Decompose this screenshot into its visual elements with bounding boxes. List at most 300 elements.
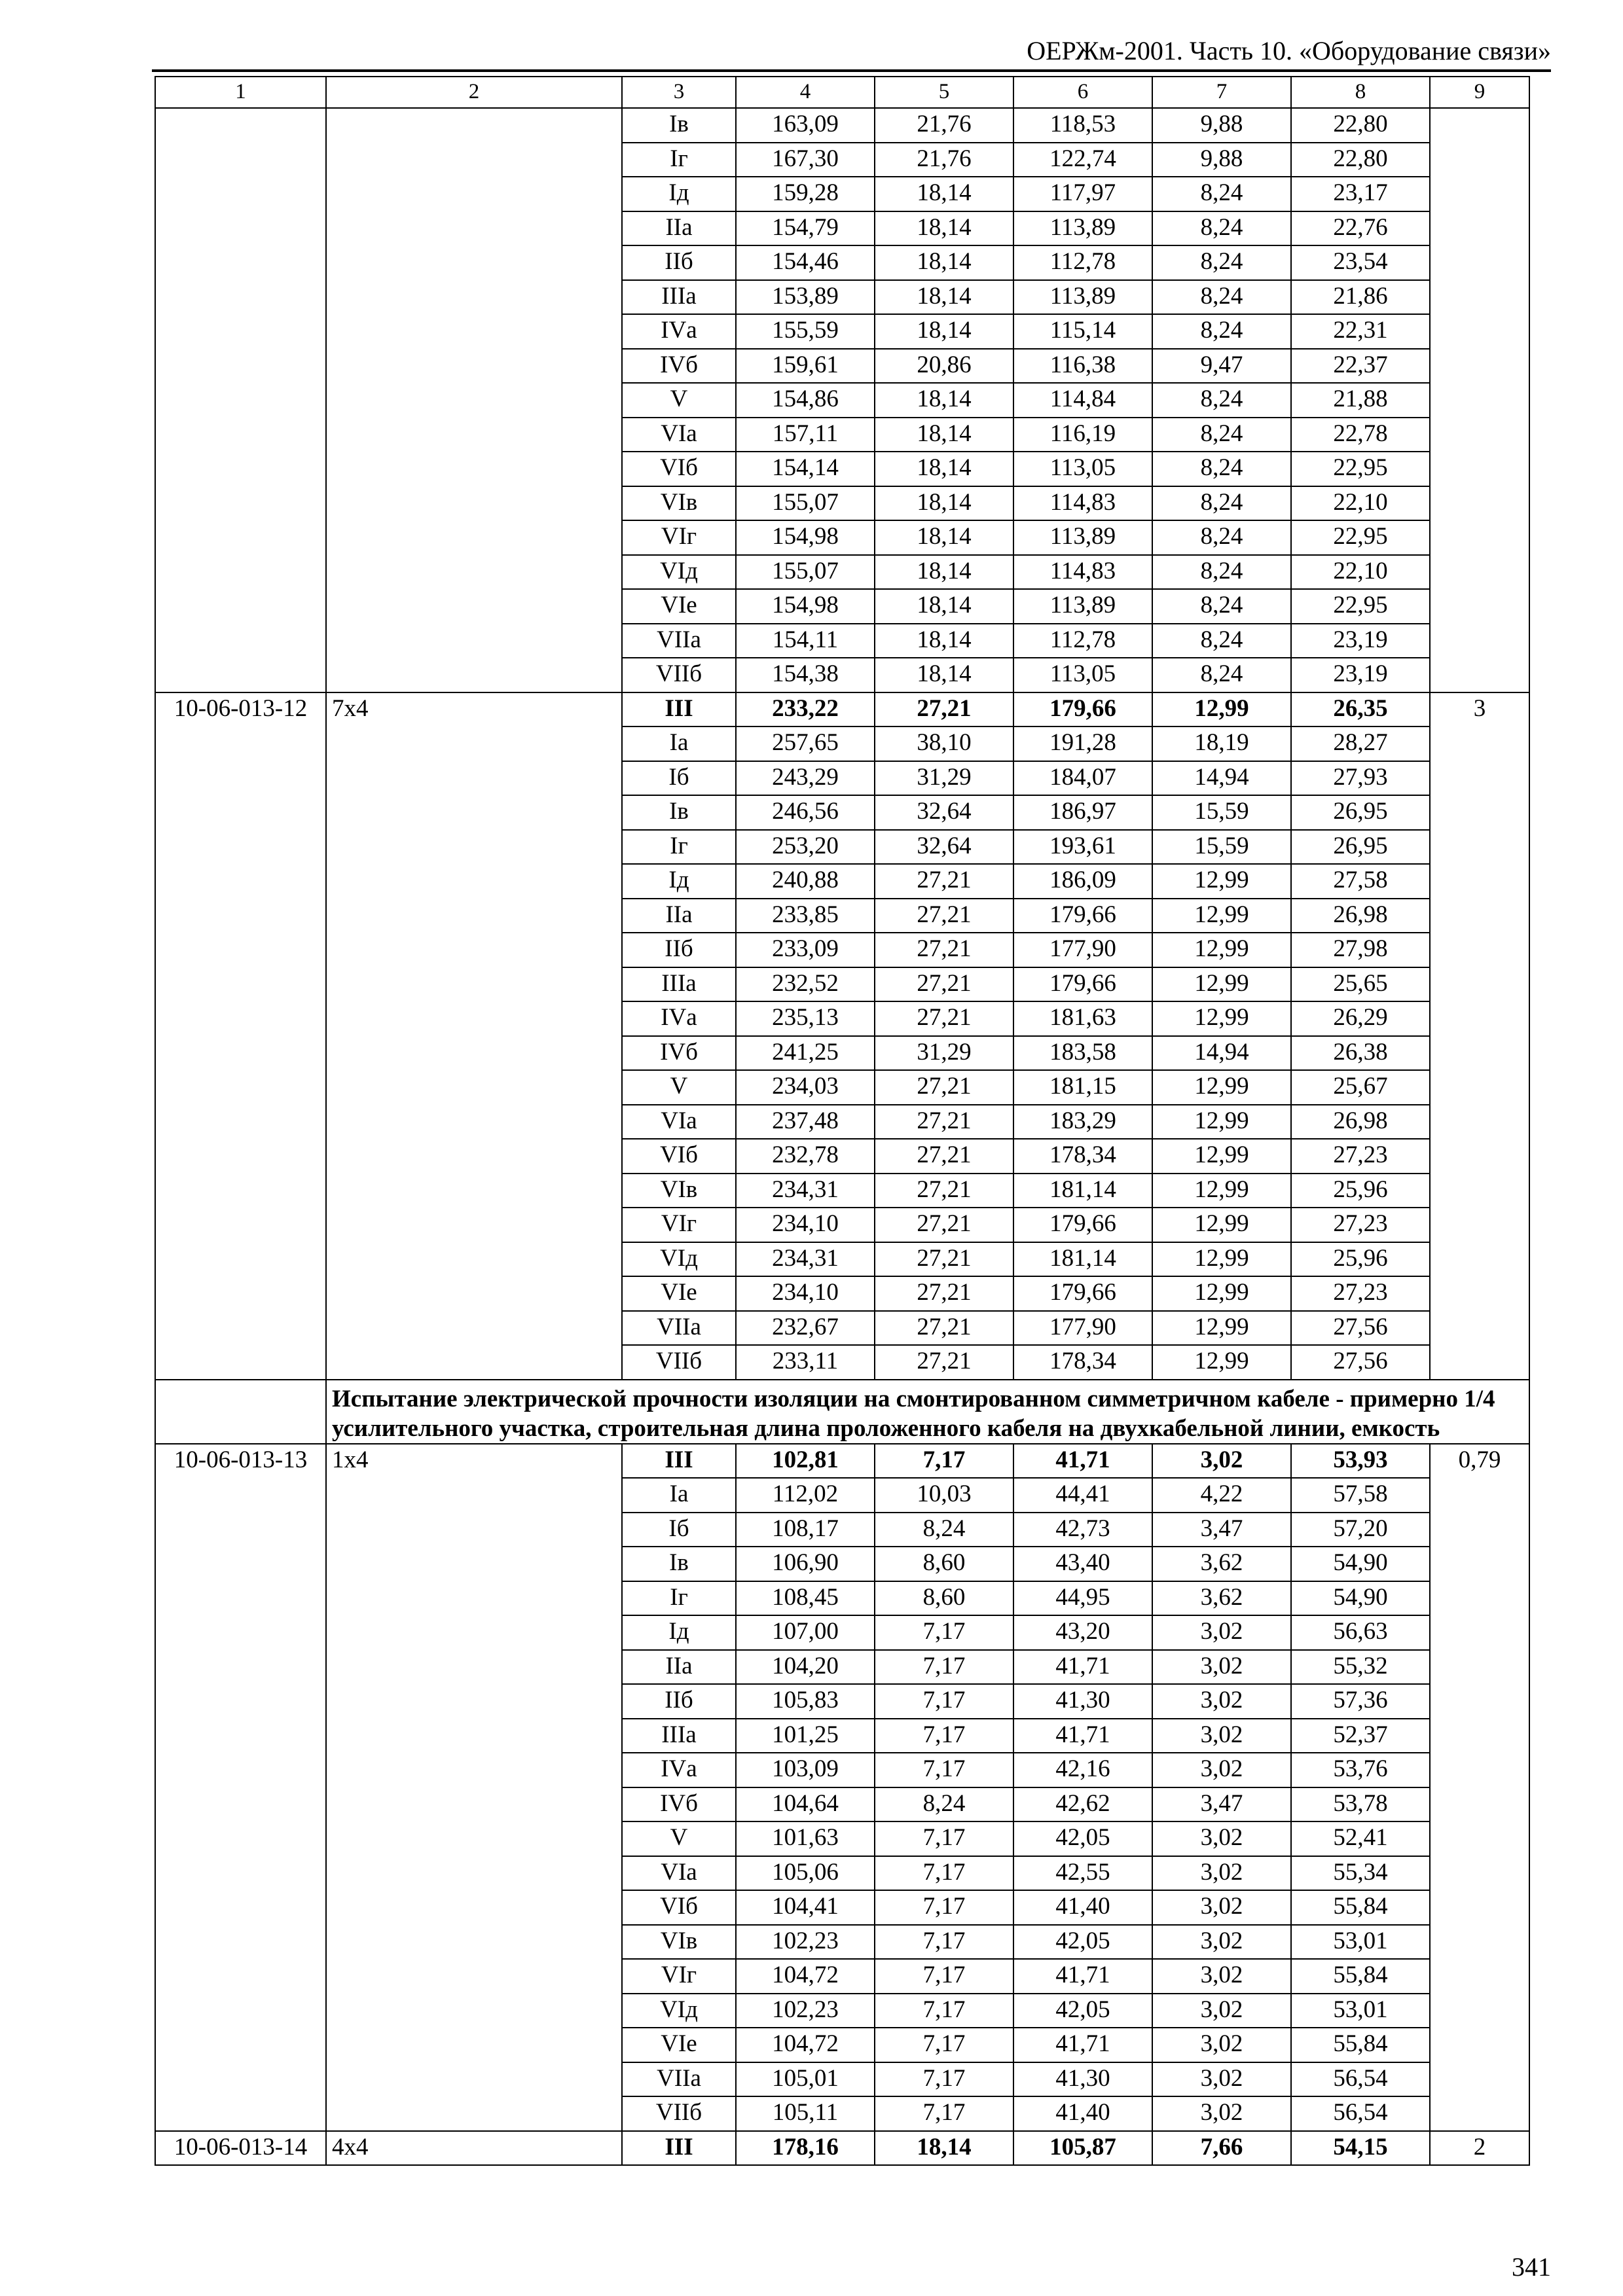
- value-cell: 26,98: [1291, 899, 1430, 933]
- value-cell: 8,60: [875, 1547, 1013, 1581]
- value-cell: 8,24: [1152, 177, 1291, 211]
- value-cell: 181,15: [1013, 1070, 1152, 1105]
- value-cell: 12,99: [1152, 1174, 1291, 1208]
- zone-cell: VIг: [622, 1959, 736, 1994]
- value-cell: 3,02: [1152, 1856, 1291, 1891]
- col9-cell: 0,79: [1430, 1444, 1529, 2131]
- value-cell: 112,02: [736, 1478, 875, 1513]
- value-cell: 23,19: [1291, 658, 1430, 692]
- value-cell: 3,02: [1152, 1925, 1291, 1960]
- value-cell: 12,99: [1152, 933, 1291, 967]
- value-cell: 52,37: [1291, 1719, 1430, 1753]
- value-cell: 21,76: [875, 143, 1013, 177]
- zone-cell: IVа: [622, 1001, 736, 1036]
- value-cell: 27,21: [875, 1345, 1013, 1380]
- zone-cell: VIIа: [622, 2062, 736, 2097]
- zone-cell: VIв: [622, 486, 736, 521]
- value-cell: 7,17: [875, 1753, 1013, 1787]
- zone-cell: IVб: [622, 1787, 736, 1822]
- value-cell: 3,47: [1152, 1513, 1291, 1547]
- value-cell: 44,95: [1013, 1581, 1152, 1616]
- value-cell: 22,80: [1291, 143, 1430, 177]
- zone-cell: VIа: [622, 1105, 736, 1139]
- value-cell: 8,24: [875, 1513, 1013, 1547]
- value-cell: 113,89: [1013, 589, 1152, 624]
- zone-cell: IIб: [622, 245, 736, 280]
- value-cell: 3,02: [1152, 1959, 1291, 1994]
- table-body: [155, 108, 1529, 2165]
- value-cell: 27,21: [875, 1070, 1013, 1105]
- value-cell: 8,24: [1152, 418, 1291, 452]
- value-cell: 8,24: [875, 1787, 1013, 1822]
- value-cell: 7,17: [875, 1856, 1013, 1891]
- value-cell: 232,78: [736, 1139, 875, 1174]
- value-cell: 3,02: [1152, 1890, 1291, 1925]
- value-cell: 27,56: [1291, 1311, 1430, 1346]
- value-cell: 18,14: [875, 418, 1013, 452]
- section-heading: Испытание электрической прочности изоляции на смонтированном симметричном кабеле - примерно 1/4 усилительного участка, строительная длина проложенного кабеля на двухкабельной линии, емкость: [326, 1380, 1529, 1444]
- value-cell: 18,14: [875, 520, 1013, 555]
- value-cell: 108,17: [736, 1513, 875, 1547]
- column-number: 1: [155, 77, 326, 108]
- value-cell: 105,87: [1013, 2131, 1152, 2166]
- column-number: 7: [1152, 77, 1291, 108]
- value-cell: 7,17: [875, 1719, 1013, 1753]
- value-cell: 18,14: [875, 280, 1013, 315]
- value-cell: 25,67: [1291, 1070, 1430, 1105]
- column-number: 4: [736, 77, 875, 108]
- value-cell: 154,46: [736, 245, 875, 280]
- value-cell: 7,17: [875, 2096, 1013, 2131]
- zone-cell: III: [622, 692, 736, 727]
- value-cell: 234,31: [736, 1174, 875, 1208]
- value-cell: 101,63: [736, 1821, 875, 1856]
- zone-cell: Iг: [622, 830, 736, 865]
- value-cell: 9,88: [1152, 143, 1291, 177]
- running-header: ОЕРЖм-2001. Часть 10. «Оборудование связи»: [1027, 36, 1551, 65]
- value-cell: 27,21: [875, 899, 1013, 933]
- value-cell: 7,17: [875, 2062, 1013, 2097]
- value-cell: 7,17: [875, 1615, 1013, 1650]
- zone-cell: IIа: [622, 1650, 736, 1685]
- value-cell: 246,56: [736, 795, 875, 830]
- value-cell: 14,94: [1152, 1036, 1291, 1071]
- value-cell: 18,14: [875, 486, 1013, 521]
- value-cell: 7,66: [1152, 2131, 1291, 2166]
- value-cell: 112,78: [1013, 624, 1152, 658]
- value-cell: 177,90: [1013, 1311, 1152, 1346]
- value-cell: 3,02: [1152, 1684, 1291, 1719]
- value-cell: 53,01: [1291, 1925, 1430, 1960]
- table-row: [155, 2131, 1529, 2166]
- value-cell: 186,09: [1013, 864, 1152, 899]
- value-cell: 159,61: [736, 349, 875, 384]
- value-cell: 184,07: [1013, 761, 1152, 796]
- value-cell: 114,83: [1013, 555, 1152, 590]
- value-cell: 27,21: [875, 1242, 1013, 1277]
- value-cell: 234,31: [736, 1242, 875, 1277]
- value-cell: 3,02: [1152, 1719, 1291, 1753]
- value-cell: 7,17: [875, 1684, 1013, 1719]
- value-cell: 154,98: [736, 520, 875, 555]
- value-cell: 53,78: [1291, 1787, 1430, 1822]
- value-cell: 8,24: [1152, 280, 1291, 315]
- value-cell: 122,74: [1013, 143, 1152, 177]
- value-cell: 18,14: [875, 452, 1013, 486]
- value-cell: 154,38: [736, 658, 875, 692]
- value-cell: 55,32: [1291, 1650, 1430, 1685]
- value-cell: 14,94: [1152, 761, 1291, 796]
- zone-cell: Iб: [622, 761, 736, 796]
- zone-cell: Iг: [622, 1581, 736, 1616]
- value-cell: 154,79: [736, 211, 875, 246]
- value-cell: 53,93: [1291, 1444, 1430, 1479]
- value-cell: 3,02: [1152, 1753, 1291, 1787]
- value-cell: 104,64: [736, 1787, 875, 1822]
- value-cell: 27,21: [875, 1174, 1013, 1208]
- value-cell: 42,05: [1013, 1925, 1152, 1960]
- value-cell: 27,23: [1291, 1276, 1430, 1311]
- zone-cell: IVб: [622, 1036, 736, 1071]
- value-cell: 26,98: [1291, 1105, 1430, 1139]
- value-cell: 112,78: [1013, 245, 1152, 280]
- zone-cell: VIа: [622, 418, 736, 452]
- value-cell: 7,17: [875, 1650, 1013, 1685]
- value-cell: 233,11: [736, 1345, 875, 1380]
- value-cell: 240,88: [736, 864, 875, 899]
- value-cell: 104,41: [736, 1890, 875, 1925]
- zone-cell: V: [622, 383, 736, 418]
- value-cell: 3,02: [1152, 1615, 1291, 1650]
- value-cell: 154,14: [736, 452, 875, 486]
- value-cell: 178,34: [1013, 1345, 1152, 1380]
- value-cell: 3,02: [1152, 1994, 1291, 2028]
- value-cell: 18,14: [875, 2131, 1013, 2166]
- section-heading-row: [155, 1380, 1529, 1444]
- value-cell: 26,29: [1291, 1001, 1430, 1036]
- value-cell: 7,17: [875, 1444, 1013, 1479]
- value-cell: 26,38: [1291, 1036, 1430, 1071]
- value-cell: 113,89: [1013, 211, 1152, 246]
- value-cell: 25,65: [1291, 967, 1430, 1002]
- value-cell: 103,09: [736, 1753, 875, 1787]
- zone-cell: Iб: [622, 1513, 736, 1547]
- value-cell: 27,21: [875, 1311, 1013, 1346]
- column-number-row: [155, 77, 1529, 108]
- value-cell: 106,90: [736, 1547, 875, 1581]
- value-cell: 157,11: [736, 418, 875, 452]
- value-cell: 27,56: [1291, 1345, 1430, 1380]
- value-cell: 21,76: [875, 108, 1013, 143]
- value-cell: 8,24: [1152, 624, 1291, 658]
- value-cell: 18,14: [875, 245, 1013, 280]
- rate-code: 10-06-013-12: [155, 692, 326, 1380]
- value-cell: 42,16: [1013, 1753, 1152, 1787]
- value-cell: 107,00: [736, 1615, 875, 1650]
- value-cell: 22,95: [1291, 452, 1430, 486]
- value-cell: 53,01: [1291, 1994, 1430, 2028]
- value-cell: 42,55: [1013, 1856, 1152, 1891]
- value-cell: 42,62: [1013, 1787, 1152, 1822]
- column-number: 2: [326, 77, 622, 108]
- table-row: [155, 692, 1529, 727]
- table-row: [155, 1444, 1529, 1479]
- value-cell: 233,09: [736, 933, 875, 967]
- column-number: 8: [1291, 77, 1430, 108]
- value-cell: 113,05: [1013, 658, 1152, 692]
- value-cell: 179,66: [1013, 692, 1152, 727]
- zone-cell: Iв: [622, 108, 736, 143]
- rate-code: [155, 108, 326, 692]
- zone-cell: Iв: [622, 795, 736, 830]
- value-cell: 54,90: [1291, 1581, 1430, 1616]
- value-cell: 10,03: [875, 1478, 1013, 1513]
- value-cell: 8,24: [1152, 211, 1291, 246]
- value-cell: 8,24: [1152, 658, 1291, 692]
- value-cell: 155,07: [736, 486, 875, 521]
- zone-cell: VIг: [622, 520, 736, 555]
- zone-cell: VIд: [622, 555, 736, 590]
- value-cell: 27,58: [1291, 864, 1430, 899]
- zone-cell: IIIа: [622, 280, 736, 315]
- value-cell: 12,99: [1152, 967, 1291, 1002]
- value-cell: 12,99: [1152, 1105, 1291, 1139]
- value-cell: 113,89: [1013, 280, 1152, 315]
- zone-cell: Iа: [622, 1478, 736, 1513]
- value-cell: 186,97: [1013, 795, 1152, 830]
- value-cell: 181,63: [1013, 1001, 1152, 1036]
- value-cell: 253,20: [736, 830, 875, 865]
- value-cell: 42,05: [1013, 1994, 1152, 2028]
- zone-cell: VIе: [622, 2028, 736, 2062]
- value-cell: 21,86: [1291, 280, 1430, 315]
- value-cell: 113,89: [1013, 520, 1152, 555]
- value-cell: 27,21: [875, 1105, 1013, 1139]
- value-cell: 181,14: [1013, 1242, 1152, 1277]
- value-cell: 18,14: [875, 211, 1013, 246]
- value-cell: 22,10: [1291, 486, 1430, 521]
- value-cell: 108,45: [736, 1581, 875, 1616]
- value-cell: 7,17: [875, 1890, 1013, 1925]
- zone-cell: IVб: [622, 349, 736, 384]
- value-cell: 183,58: [1013, 1036, 1152, 1071]
- column-number: 5: [875, 77, 1013, 108]
- value-cell: 41,40: [1013, 2096, 1152, 2131]
- value-cell: 27,21: [875, 1208, 1013, 1242]
- zone-cell: VIIб: [622, 2096, 736, 2131]
- value-cell: 21,88: [1291, 383, 1430, 418]
- value-cell: 27,21: [875, 1001, 1013, 1036]
- value-cell: 3,02: [1152, 1821, 1291, 1856]
- value-cell: 159,28: [736, 177, 875, 211]
- zone-cell: Iд: [622, 177, 736, 211]
- zone-cell: VIб: [622, 452, 736, 486]
- value-cell: 234,03: [736, 1070, 875, 1105]
- value-cell: 153,89: [736, 280, 875, 315]
- zone-cell: IIIа: [622, 1719, 736, 1753]
- value-cell: 31,29: [875, 1036, 1013, 1071]
- value-cell: 18,14: [875, 624, 1013, 658]
- value-cell: 22,31: [1291, 314, 1430, 349]
- value-cell: 41,71: [1013, 1444, 1152, 1479]
- zone-cell: VIIб: [622, 658, 736, 692]
- column-number: 3: [622, 77, 736, 108]
- value-cell: 154,98: [736, 589, 875, 624]
- value-cell: 32,64: [875, 830, 1013, 865]
- value-cell: 54,15: [1291, 2131, 1430, 2166]
- value-cell: 7,17: [875, 1925, 1013, 1960]
- value-cell: 27,21: [875, 692, 1013, 727]
- value-cell: 8,24: [1152, 245, 1291, 280]
- zone-cell: VIа: [622, 1856, 736, 1891]
- value-cell: 12,99: [1152, 1311, 1291, 1346]
- value-cell: 233,85: [736, 899, 875, 933]
- value-cell: 167,30: [736, 143, 875, 177]
- value-cell: 15,59: [1152, 795, 1291, 830]
- value-cell: 235,13: [736, 1001, 875, 1036]
- zone-cell: VIе: [622, 589, 736, 624]
- value-cell: 41,30: [1013, 2062, 1152, 2097]
- value-cell: 55,84: [1291, 1890, 1430, 1925]
- table-row: [155, 108, 1529, 143]
- value-cell: 52,41: [1291, 1821, 1430, 1856]
- value-cell: 56,54: [1291, 2062, 1430, 2097]
- value-cell: 41,71: [1013, 1719, 1152, 1753]
- value-cell: 27,21: [875, 1276, 1013, 1311]
- zone-cell: VIв: [622, 1925, 736, 1960]
- value-cell: 12,99: [1152, 899, 1291, 933]
- value-cell: 12,99: [1152, 1001, 1291, 1036]
- value-cell: 43,40: [1013, 1547, 1152, 1581]
- zone-cell: IIа: [622, 899, 736, 933]
- value-cell: 27,23: [1291, 1208, 1430, 1242]
- value-cell: 12,99: [1152, 1139, 1291, 1174]
- value-cell: 234,10: [736, 1208, 875, 1242]
- value-cell: 41,71: [1013, 1959, 1152, 1994]
- value-cell: 193,61: [1013, 830, 1152, 865]
- value-cell: 179,66: [1013, 1208, 1152, 1242]
- header-rule: [152, 69, 1551, 72]
- value-cell: 8,24: [1152, 589, 1291, 624]
- value-cell: 237,48: [736, 1105, 875, 1139]
- value-cell: 18,14: [875, 177, 1013, 211]
- rate-name: 7х4: [326, 692, 622, 1380]
- value-cell: 57,36: [1291, 1684, 1430, 1719]
- value-cell: 257,65: [736, 726, 875, 761]
- zone-cell: Iа: [622, 726, 736, 761]
- value-cell: 27,98: [1291, 933, 1430, 967]
- value-cell: 27,21: [875, 1139, 1013, 1174]
- zone-cell: VIд: [622, 1242, 736, 1277]
- value-cell: 41,71: [1013, 1650, 1152, 1685]
- value-cell: 117,97: [1013, 177, 1152, 211]
- value-cell: 22,80: [1291, 108, 1430, 143]
- rate-name: 4х4: [326, 2131, 622, 2166]
- value-cell: 179,66: [1013, 967, 1152, 1002]
- value-cell: 3,62: [1152, 1581, 1291, 1616]
- value-cell: 3,02: [1152, 2096, 1291, 2131]
- value-cell: 154,11: [736, 624, 875, 658]
- zone-cell: IVа: [622, 314, 736, 349]
- value-cell: 8,24: [1152, 555, 1291, 590]
- value-cell: 232,67: [736, 1311, 875, 1346]
- value-cell: 56,54: [1291, 2096, 1430, 2131]
- zone-cell: Iг: [622, 143, 736, 177]
- zone-cell: IVа: [622, 1753, 736, 1787]
- value-cell: 3,02: [1152, 1444, 1291, 1479]
- zone-cell: III: [622, 1444, 736, 1479]
- value-cell: 22,78: [1291, 418, 1430, 452]
- zone-cell: VIе: [622, 1276, 736, 1311]
- value-cell: 28,27: [1291, 726, 1430, 761]
- value-cell: 8,24: [1152, 383, 1291, 418]
- value-cell: 27,21: [875, 933, 1013, 967]
- value-cell: 41,40: [1013, 1890, 1152, 1925]
- zone-cell: IIIа: [622, 967, 736, 1002]
- value-cell: 155,59: [736, 314, 875, 349]
- section-empty-cell: [155, 1380, 326, 1444]
- value-cell: 155,07: [736, 555, 875, 590]
- value-cell: 105,01: [736, 2062, 875, 2097]
- value-cell: 12,99: [1152, 1242, 1291, 1277]
- value-cell: 8,24: [1152, 486, 1291, 521]
- zone-cell: Iв: [622, 1547, 736, 1581]
- value-cell: 27,93: [1291, 761, 1430, 796]
- value-cell: 3,02: [1152, 2028, 1291, 2062]
- value-cell: 27,23: [1291, 1139, 1430, 1174]
- value-cell: 114,84: [1013, 383, 1152, 418]
- value-cell: 12,99: [1152, 1345, 1291, 1380]
- value-cell: 56,63: [1291, 1615, 1430, 1650]
- value-cell: 26,95: [1291, 830, 1430, 865]
- value-cell: 26,95: [1291, 795, 1430, 830]
- value-cell: 41,71: [1013, 2028, 1152, 2062]
- zone-cell: V: [622, 1070, 736, 1105]
- value-cell: 12,99: [1152, 1276, 1291, 1311]
- value-cell: 102,23: [736, 1925, 875, 1960]
- value-cell: 18,14: [875, 658, 1013, 692]
- zone-cell: IIб: [622, 933, 736, 967]
- value-cell: 38,10: [875, 726, 1013, 761]
- value-cell: 178,34: [1013, 1139, 1152, 1174]
- value-cell: 18,14: [875, 383, 1013, 418]
- zone-cell: IIа: [622, 211, 736, 246]
- value-cell: 105,11: [736, 2096, 875, 2131]
- value-cell: 55,34: [1291, 1856, 1430, 1891]
- value-cell: 32,64: [875, 795, 1013, 830]
- value-cell: 18,14: [875, 555, 1013, 590]
- value-cell: 12,99: [1152, 1070, 1291, 1105]
- value-cell: 12,99: [1152, 692, 1291, 727]
- zone-cell: VIд: [622, 1994, 736, 2028]
- value-cell: 179,66: [1013, 899, 1152, 933]
- value-cell: 8,24: [1152, 452, 1291, 486]
- rate-code: 10-06-013-14: [155, 2131, 326, 2166]
- page-number: 341: [1512, 2252, 1551, 2282]
- value-cell: 22,10: [1291, 555, 1430, 590]
- zone-cell: IIб: [622, 1684, 736, 1719]
- col9-cell: 3: [1430, 692, 1529, 1380]
- zone-cell: V: [622, 1821, 736, 1856]
- value-cell: 7,17: [875, 2028, 1013, 2062]
- rates-table: [155, 76, 1530, 2166]
- zone-cell: VIг: [622, 1208, 736, 1242]
- value-cell: 23,19: [1291, 624, 1430, 658]
- value-cell: 114,83: [1013, 486, 1152, 521]
- value-cell: 54,90: [1291, 1547, 1430, 1581]
- value-cell: 53,76: [1291, 1753, 1430, 1787]
- value-cell: 177,90: [1013, 933, 1152, 967]
